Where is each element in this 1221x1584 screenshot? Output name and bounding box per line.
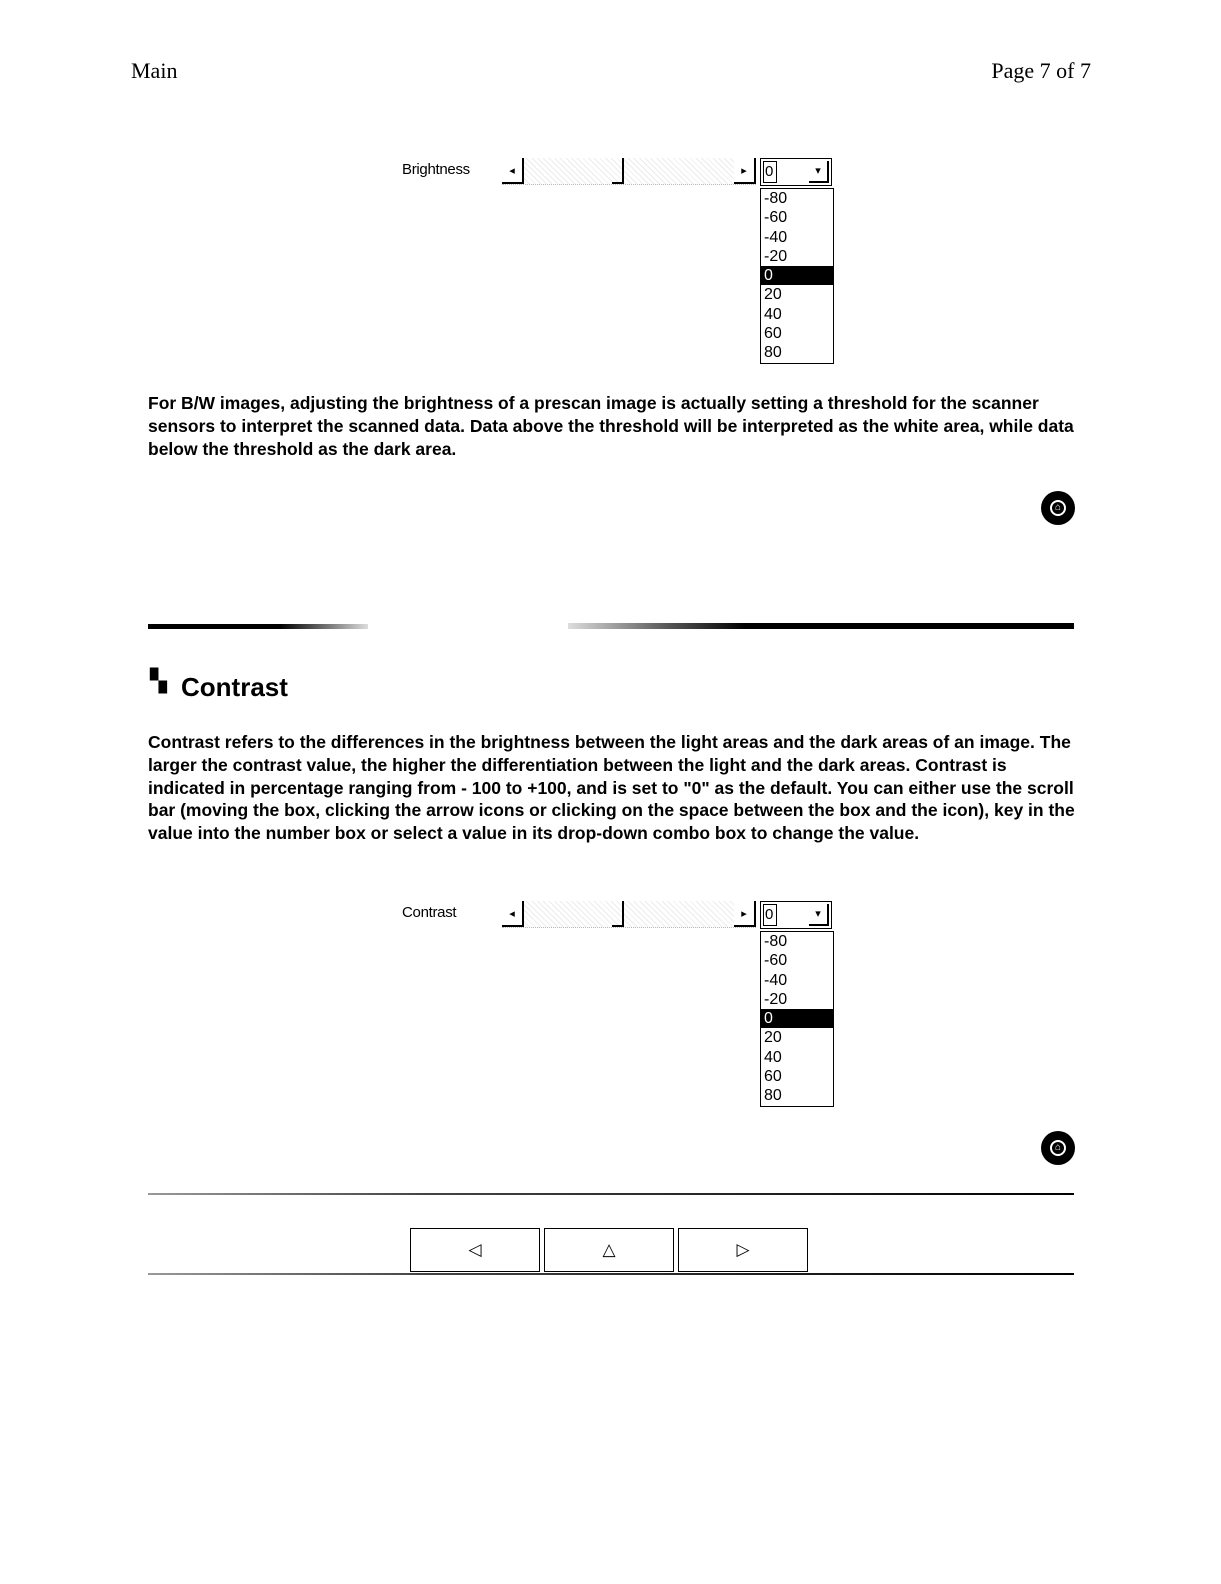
contrast-combo-box[interactable]: [760, 901, 832, 929]
contrast-scrollbar[interactable]: [502, 901, 756, 928]
dropdown-option[interactable]: 60: [764, 325, 782, 343]
contrast-paragraph: Contrast refers to the differences in the brightness between the light areas and the dark areas of an image. The larger the contrast value, the higher the differentiation between the light and the dark areas. Contrast is indicated in percentage ranging from - 100 to +100, and is set to "0" as the default. You can either use the scroll bar (moving the box, clicking the arrow icons or clicking on the space between the box and the icon), key in the value into the number box or select a value in its drop-down combo box to change the value.: [148, 732, 1075, 844]
bw-paragraph: For B/W images, adjusting the brightness of a prescan image is actually setting a threshold for the scanner sensors to interpret the scanned data. Data above the threshold will be interpreted as the white area, while data below the threshold as the dark area.: [148, 393, 1074, 459]
contrast-label: Contrast: [402, 904, 457, 921]
contrast-widget: [402, 901, 842, 1116]
brightness-dropdown-list: [760, 188, 834, 364]
brightness-left-arrow-icon[interactable]: ◂: [502, 158, 524, 184]
contrast-dropdown-icon[interactable]: ▾: [809, 904, 829, 926]
section-bullet-icon: ▚: [150, 668, 167, 693]
dropdown-option[interactable]: 20: [764, 1029, 782, 1047]
prev-page-button[interactable]: ◁: [410, 1228, 540, 1272]
home-icon: ⌂: [1050, 1140, 1066, 1156]
dropdown-option[interactable]: -40: [764, 971, 788, 989]
contrast-scroll-thumb[interactable]: [612, 901, 624, 927]
dropdown-option[interactable]: -20: [764, 247, 788, 265]
divider: [148, 1193, 1074, 1195]
divider: [148, 1273, 1074, 1275]
dropdown-option[interactable]: -60: [764, 209, 788, 227]
section-title-contrast: Contrast: [181, 672, 288, 702]
home-button[interactable]: [1041, 1131, 1075, 1165]
dropdown-option-selected[interactable]: 0: [761, 266, 833, 285]
up-button[interactable]: △: [544, 1228, 674, 1272]
dropdown-option[interactable]: 40: [764, 305, 782, 323]
brightness-value-field[interactable]: 0: [763, 161, 777, 183]
contrast-right-arrow-icon[interactable]: ▸: [734, 901, 756, 927]
dropdown-option[interactable]: -20: [764, 990, 788, 1008]
dropdown-option[interactable]: 40: [764, 1048, 782, 1066]
dropdown-option[interactable]: -60: [764, 952, 788, 970]
dropdown-option-selected[interactable]: 0: [761, 1009, 833, 1028]
brightness-combo-box[interactable]: [760, 158, 832, 186]
contrast-left-arrow-icon[interactable]: ◂: [502, 901, 524, 927]
brightness-right-arrow-icon[interactable]: ▸: [734, 158, 756, 184]
header-left: Main: [131, 58, 178, 83]
dropdown-option[interactable]: 60: [764, 1068, 782, 1086]
dropdown-option[interactable]: -80: [764, 933, 788, 950]
brightness-label: Brightness: [402, 161, 470, 178]
brightness-widget: [402, 158, 842, 373]
page-number: Page 7 of 7: [991, 58, 1091, 83]
dropdown-option[interactable]: 80: [764, 344, 782, 362]
brightness-scroll-thumb[interactable]: [612, 158, 624, 184]
brightness-scrollbar[interactable]: [502, 158, 756, 185]
brightness-dropdown-icon[interactable]: ▾: [809, 161, 829, 183]
dropdown-option[interactable]: 80: [764, 1087, 782, 1105]
home-button[interactable]: [1041, 491, 1075, 525]
contrast-dropdown-list: [760, 931, 834, 1107]
dropdown-option[interactable]: -40: [764, 228, 788, 246]
contrast-value-field[interactable]: 0: [763, 904, 777, 926]
section-divider: [148, 622, 1074, 630]
dropdown-option[interactable]: 20: [764, 286, 782, 304]
next-page-button[interactable]: ▷: [678, 1228, 808, 1272]
dropdown-option[interactable]: -80: [764, 190, 788, 207]
home-icon: ⌂: [1050, 500, 1066, 516]
nav-bar: [410, 1228, 808, 1272]
